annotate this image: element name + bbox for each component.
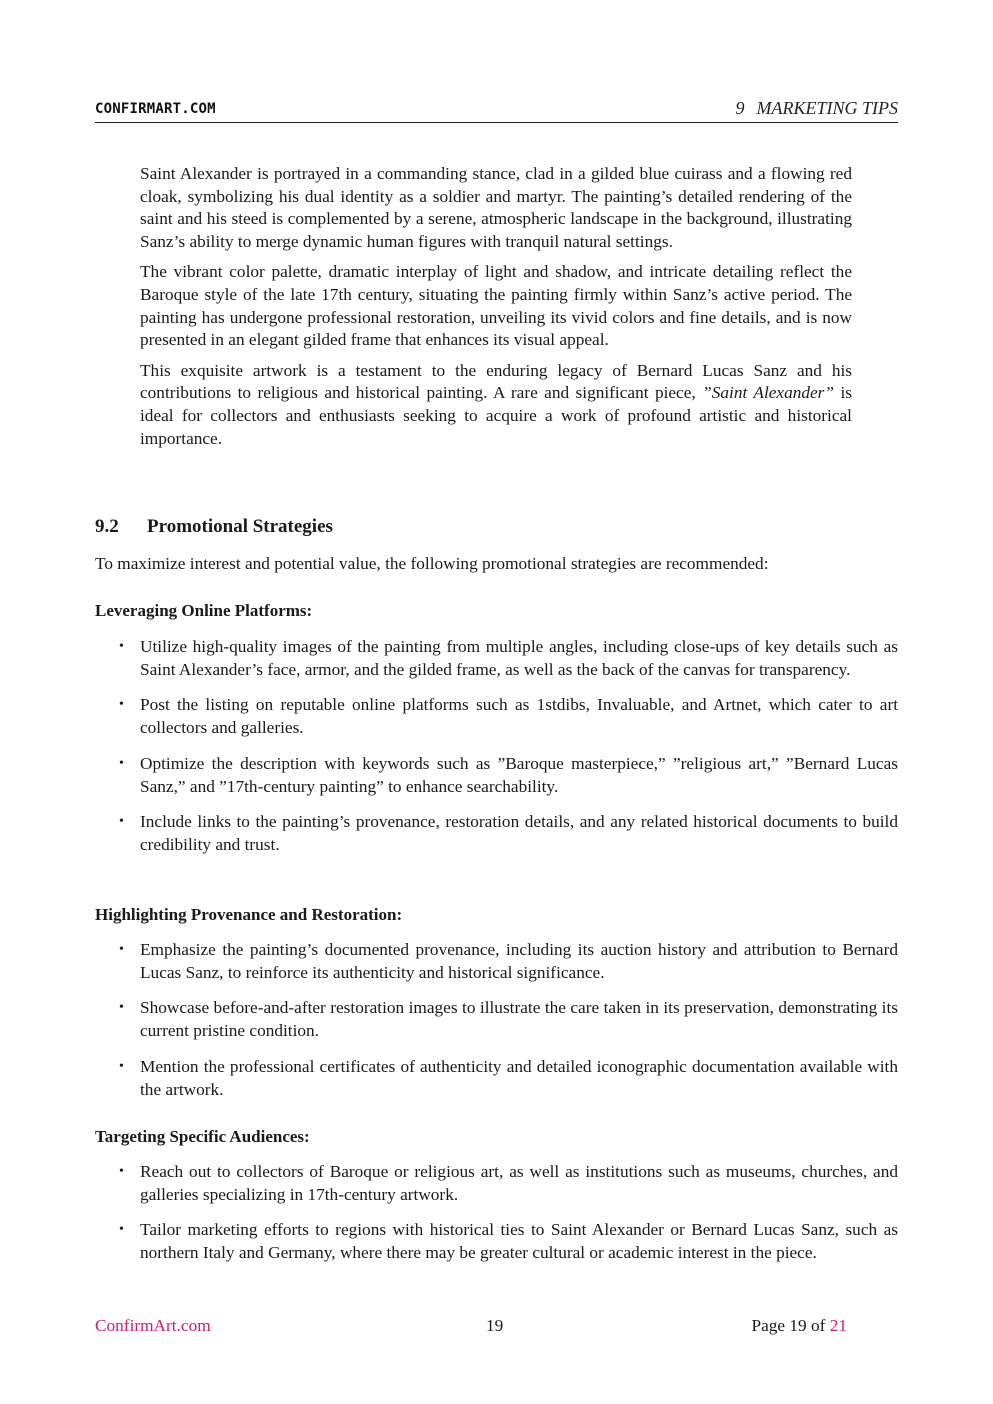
page-count-label: Page 19 of xyxy=(751,1316,826,1335)
list-item-text: Include links to the painting’s provenance, restoration details, and any related historical documents to build credibility and trust. xyxy=(140,812,898,854)
painting-title: ”Saint Alexander” xyxy=(702,383,835,403)
running-header xyxy=(95,98,898,123)
subsection-intro: To maximize interest and potential value, the following promotional strategies are recommended: xyxy=(95,554,769,573)
list-item-text: Optimize the description with keywords such as ”Baroque masterpiece,” ”religious art,” ”Bernard Lucas Sanz,” and ”17th-century painting” to enhance searchability. xyxy=(140,753,898,796)
bullet-list xyxy=(119,636,898,870)
bullet-icon: • xyxy=(119,814,124,830)
quote-paragraph-3 xyxy=(140,360,852,451)
group-heading: Highlighting Provenance and Restoration: xyxy=(95,905,403,924)
list-item-text: Mention the professional certificates of authenticity and detailed iconographic documentation available with the artwork. xyxy=(140,1056,898,1099)
quote-paragraph-1: Saint Alexander is portrayed in a commanding stance, clad in a gilded blue cuirass and a flowing red cloak, symbolizing his dual identity as a soldier and martyr. The painting’s detailed rendering of the saint and his steed is complemented by a serene, atmospheric landscape in the background, illustrating Sanz’s ability to merge dynamic human figures with tranquil natural settings. xyxy=(140,164,852,252)
list-item-text: Reach out to collectors of Baroque or religious art, as well as institutions such as museums, churches, and galleries specializing in 17th-century artwork. xyxy=(140,1162,898,1204)
list-item xyxy=(119,694,898,739)
bullet-icon: • xyxy=(119,1000,124,1016)
list-item xyxy=(119,1056,898,1101)
total-pages-link[interactable]: 21 xyxy=(829,1316,847,1335)
bullet-icon: • xyxy=(119,697,124,713)
subsection-title: Promotional Strategies xyxy=(147,516,333,537)
list-item xyxy=(119,997,898,1042)
description-quote xyxy=(140,163,852,458)
list-item-text: Showcase before-and-after restoration images to illustrate the care taken in its preservation, demonstrating its current pristine condition. xyxy=(140,998,898,1041)
bullet-list xyxy=(119,1161,898,1278)
bullet-icon: • xyxy=(119,639,124,654)
list-item-text: Post the listing on reputable online platforms such as 1stdibs, Invaluable, and Artnet, which cater to art collectors and galleries. xyxy=(140,695,898,738)
list-item xyxy=(119,636,898,681)
list-item-text: Utilize high-quality images of the painting from multiple angles, including close-ups of key details such as Saint Alexander’s face, armor, and the gilded frame, as well as the back of the canvas for transparency. xyxy=(140,637,898,679)
quote-text: is ideal for collectors and enthusiasts seeking to acquire a work of profound artistic and historical importance. xyxy=(140,383,852,448)
bullet-list xyxy=(119,939,898,1114)
section-name: MARKETING TIPS xyxy=(756,98,898,118)
running-section-title xyxy=(736,98,899,119)
bullet-icon: • xyxy=(119,1164,124,1179)
page-number: 19 xyxy=(486,1316,504,1335)
list-item xyxy=(119,939,898,984)
bullet-icon: • xyxy=(119,1058,124,1074)
group-heading: Leveraging Online Platforms: xyxy=(95,601,313,620)
bullet-icon: • xyxy=(119,942,124,957)
subsection-heading xyxy=(95,516,333,538)
subsection-number: 9.2 xyxy=(95,516,119,537)
list-item-text: Emphasize the painting’s documented provenance, including its auction history and attribution to Bernard Lucas Sanz, to reinforce its authenticity and historical significance. xyxy=(140,940,898,982)
section-number: 9 xyxy=(735,98,745,118)
list-item xyxy=(119,811,898,856)
quote-text: This exquisite artwork is a testament to the enduring legacy of Bernard Lucas Sanz and his contributions to religious and historical painting. A rare and significant piece, xyxy=(140,360,852,403)
bullet-icon: • xyxy=(119,755,124,771)
list-item xyxy=(119,753,898,798)
brand-logo-text: CONFIRMART.COM xyxy=(95,101,216,117)
quote-paragraph-2: The vibrant color palette, dramatic interplay of light and shadow, and intricate detailing reflect the Baroque style of the late 17th century, situating the painting firmly within Sanz’s active period. The painting has undergone professional restoration, unveiling its vivid colors and fine details, and is now presented in an elegant gilded frame that enhances its visual appeal. xyxy=(140,262,852,350)
list-item xyxy=(119,1161,898,1206)
page-count xyxy=(751,1316,847,1336)
list-item xyxy=(119,1219,898,1264)
list-item-text: Tailor marketing efforts to regions with historical ties to Saint Alexander or Bernard Lucas Sanz, such as northern Italy and Germany, where there may be greater cultural or academic interest in the piece. xyxy=(140,1220,898,1263)
group-heading: Targeting Specific Audiences: xyxy=(95,1127,310,1146)
bullet-icon: • xyxy=(119,1222,124,1238)
website-link[interactable]: ConfirmArt.com xyxy=(95,1316,211,1335)
